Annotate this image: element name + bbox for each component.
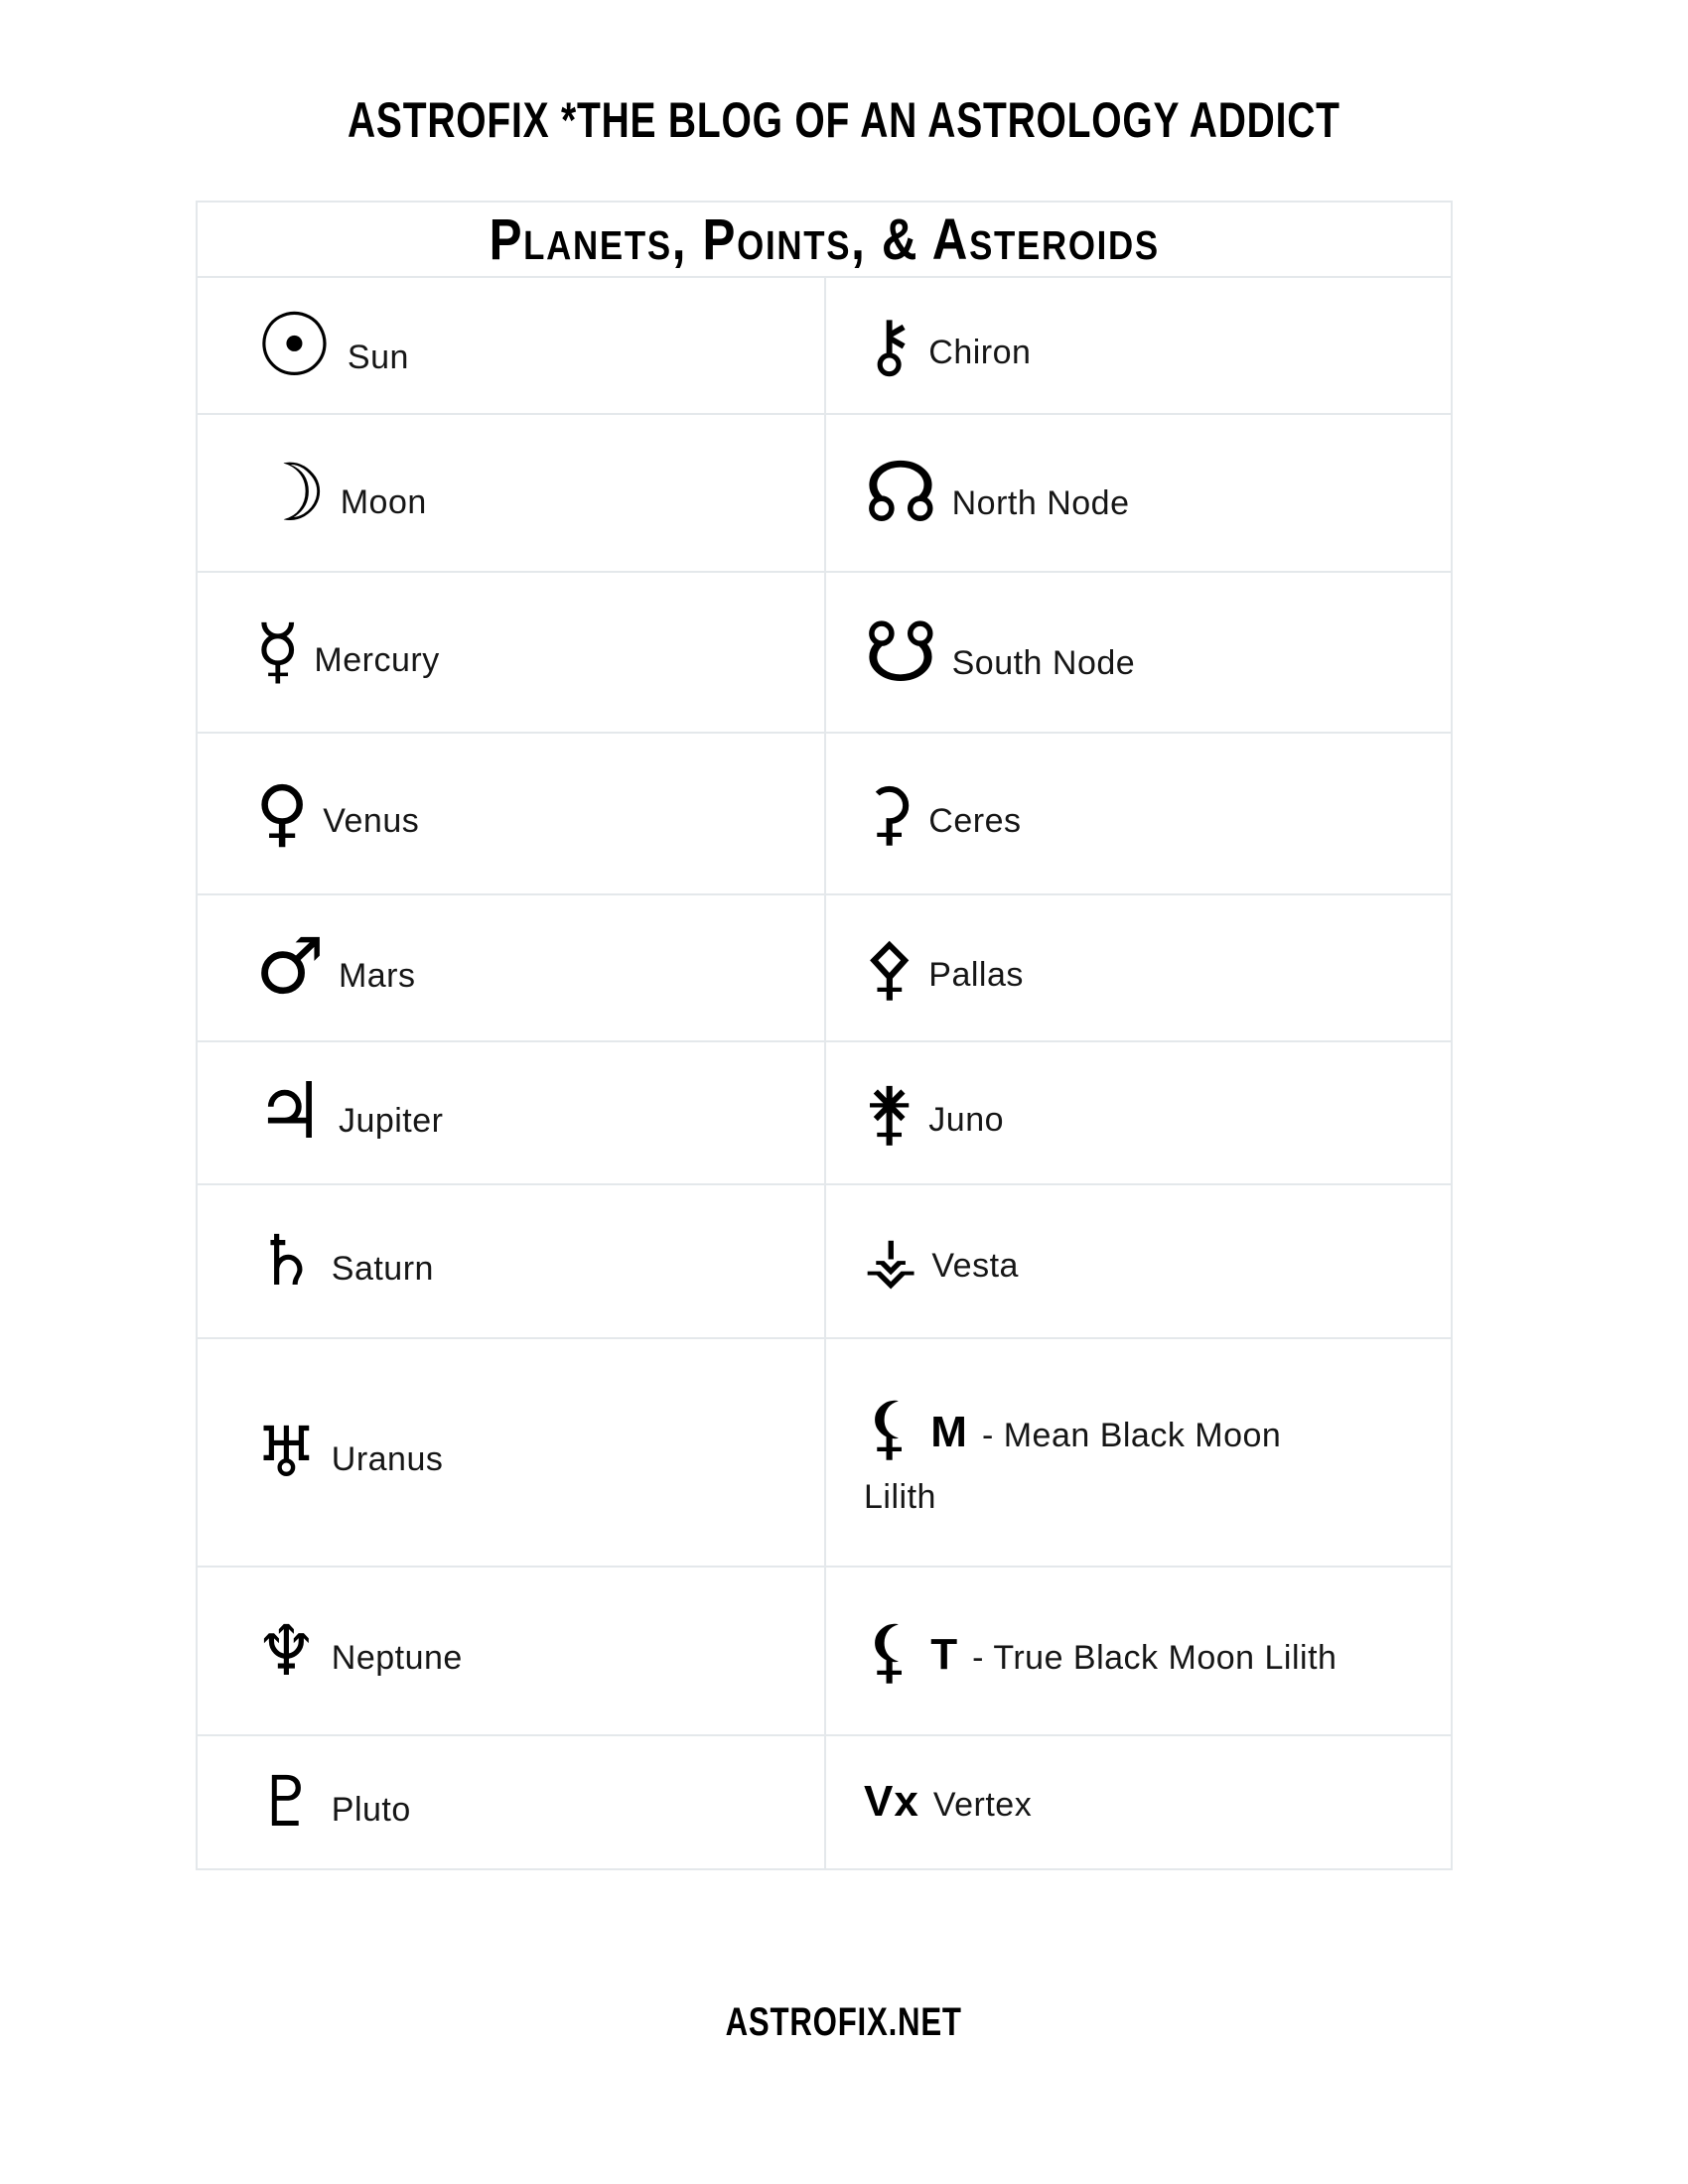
south-node-icon: ☋ <box>864 603 938 701</box>
neptune-icon: ♆ <box>255 1609 318 1692</box>
cell-label: Ceres <box>928 801 1022 840</box>
ceres-icon: ⚳ <box>864 772 915 855</box>
cell-line <box>864 306 1031 386</box>
table-row-mercury-southnode <box>198 573 1451 734</box>
table-row-venus-ceres <box>198 734 1451 895</box>
table-row-uranus-meanlilith <box>198 1339 1451 1568</box>
cell-label: Pallas <box>928 956 1024 995</box>
vertex-icon: Vx <box>864 1777 919 1827</box>
table-row-saturn-vesta <box>198 1185 1451 1339</box>
cell-label: South Node <box>951 643 1136 682</box>
cell-mercury <box>198 573 824 732</box>
table-header-row <box>198 203 1451 278</box>
cell-vertex <box>824 1736 1451 1868</box>
cell-label: - Mean Black Moon <box>981 1416 1282 1454</box>
cell-label: Jupiter <box>338 1101 444 1140</box>
cell-mars <box>198 895 824 1040</box>
cell-label: North Node <box>951 484 1130 523</box>
cell-venus <box>198 734 824 893</box>
cell-south-node <box>824 573 1451 732</box>
cell-line <box>864 773 1021 854</box>
cell-label: Pluto <box>331 1790 411 1829</box>
cell-label: Sun <box>347 339 409 377</box>
cell-label: Juno <box>928 1101 1005 1140</box>
north-node-icon: ☊ <box>864 444 938 542</box>
cell-mean-black-moon-lilith <box>824 1339 1451 1566</box>
cell-line <box>255 295 409 395</box>
cell-line <box>255 610 440 694</box>
footer-text: ASTROFIX.NET <box>725 2000 963 2044</box>
page-title <box>0 91 1688 149</box>
cell-chiron <box>824 278 1451 413</box>
cell-line <box>864 928 1024 1009</box>
chiron-icon: ⚷ <box>864 304 915 386</box>
mercury-icon: ☿ <box>255 609 301 695</box>
cell-true-black-moon-lilith <box>824 1568 1451 1734</box>
cell-label: Mars <box>338 956 416 995</box>
cell-sun <box>198 278 824 413</box>
cell-ceres <box>824 734 1451 893</box>
saturn-icon: ♄ <box>255 1220 318 1302</box>
pluto-icon: ♇ <box>255 1761 318 1843</box>
table-row-neptune-truelilith <box>198 1568 1451 1736</box>
cell-label: Moon <box>340 483 427 522</box>
cell-north-node <box>824 415 1451 571</box>
venus-icon: ♀ <box>255 769 310 856</box>
cell-line <box>255 448 427 539</box>
cell-label: Saturn <box>331 1249 434 1288</box>
cell-line <box>255 1611 463 1692</box>
cell-line <box>864 1611 1336 1692</box>
cell-moon <box>198 415 824 571</box>
cell-line <box>864 1388 1281 1468</box>
cell-label: Vesta <box>931 1246 1019 1285</box>
symbol-table <box>196 201 1453 1870</box>
cell-line <box>864 605 1135 701</box>
cell-pallas <box>824 895 1451 1040</box>
cell-line <box>255 1221 434 1301</box>
cell-label: Venus <box>323 802 420 841</box>
table-row-pluto-vertex <box>198 1736 1451 1868</box>
cell-line <box>255 1068 444 1158</box>
true-black-moon-lilith-icon: ⚸ <box>864 1609 915 1692</box>
cell-line <box>255 923 416 1013</box>
cell-pluto <box>198 1736 824 1868</box>
mars-icon: ♂ <box>255 922 325 1013</box>
table-row-moon-northnode <box>198 415 1451 573</box>
cell-saturn <box>198 1185 824 1337</box>
table-row-jupiter-juno <box>198 1042 1451 1185</box>
cell-uranus <box>198 1339 824 1566</box>
page-title-text: ASTROFIX *THE BLOG OF AN ASTROLOGY ADDICT <box>348 92 1340 148</box>
vesta-icon: ⚶ <box>864 1223 918 1297</box>
cell-line <box>255 1762 411 1843</box>
cell-label: Chiron <box>928 334 1032 372</box>
cell-jupiter <box>198 1042 824 1183</box>
cell-line <box>255 1413 443 1493</box>
cell-label: Mercury <box>314 640 440 679</box>
cell-line <box>864 1073 1004 1154</box>
table-row-mars-pallas <box>198 895 1451 1042</box>
table-title: Planets, Points, & Asteroids <box>489 206 1160 272</box>
mean-black-moon-lilith-icon: ⚸ <box>864 1387 915 1469</box>
cell-label-line2: Lilith <box>864 1477 936 1516</box>
cell-prefix: M <box>930 1407 968 1456</box>
uranus-icon: ♅ <box>255 1411 318 1493</box>
pallas-icon: ⚴ <box>864 926 915 1009</box>
moon-icon: ☽ <box>255 446 327 539</box>
cell-neptune <box>198 1568 824 1734</box>
cell-label: Uranus <box>331 1440 444 1479</box>
juno-icon: ⚵ <box>864 1071 915 1154</box>
table-row-sun-chiron <box>198 278 1451 415</box>
cell-label: Vertex <box>932 1786 1033 1825</box>
cell-line <box>255 771 419 856</box>
jupiter-icon: ♃ <box>255 1067 325 1158</box>
cell-label: - True Black Moon Lilith <box>972 1639 1337 1678</box>
cell-line <box>864 445 1129 541</box>
cell-line <box>864 1225 1019 1298</box>
cell-line <box>864 1777 1032 1828</box>
cell-juno <box>824 1042 1451 1183</box>
cell-prefix: T <box>930 1630 959 1680</box>
cell-vesta <box>824 1185 1451 1337</box>
footer <box>0 2000 1688 2045</box>
sun-icon: ☉ <box>255 294 334 397</box>
cell-label: Neptune <box>331 1639 463 1678</box>
